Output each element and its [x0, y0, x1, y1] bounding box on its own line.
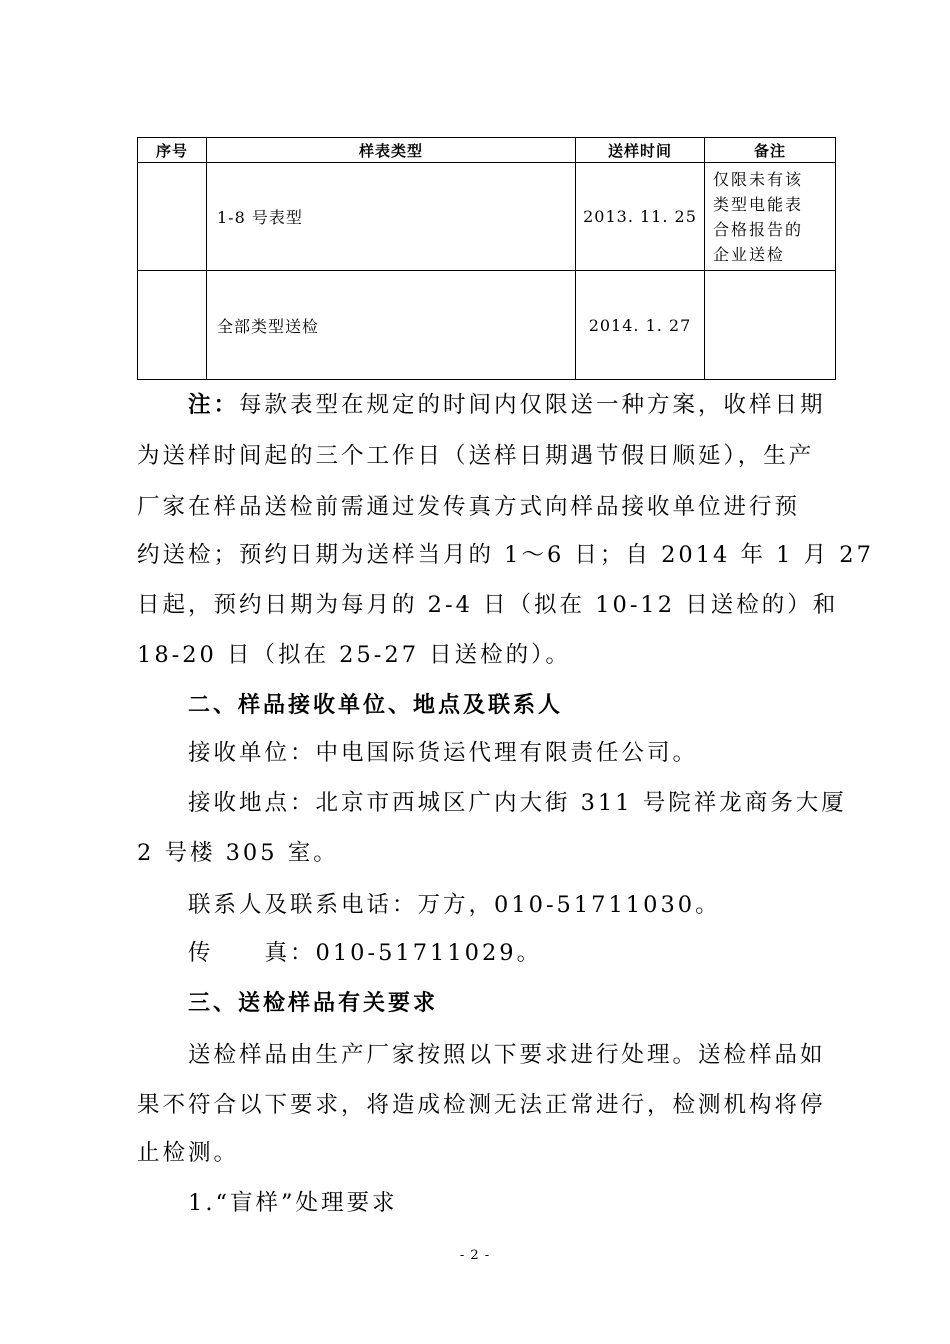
note-line: 18-20 日（拟在 25-27 日送检的）。	[137, 642, 571, 668]
cell-send-time: 2014. 1. 27	[576, 271, 705, 380]
receiving-address: 接收地点：北京市西城区广内大街 311 号院祥龙商务大厦	[188, 790, 847, 816]
note-line: 日起，预约日期为每月的 2-4 日（拟在 10-12 日送检的）和	[137, 592, 839, 618]
remark-line: 企业送检	[713, 244, 786, 264]
note-line: 约送检；预约日期为送样当月的 1～6 日；自 2014 年 1 月 27	[137, 542, 874, 568]
header-send-time: 送样时间	[576, 138, 705, 163]
paragraph-line: 止检测。	[137, 1140, 240, 1166]
cell-remarks	[705, 163, 836, 271]
cell-sample-type: 1-8 号表型	[207, 163, 576, 271]
header-remarks: 备注	[705, 138, 836, 163]
remark-line: 仅限未有该	[713, 169, 804, 189]
note-label: 注：	[188, 392, 240, 418]
note-line: 为送样时间起的三个工作日（送样日期遇节假日顺延），生产	[137, 443, 815, 469]
note-line: 厂家在样品送检前需通过发传真方式向样品接收单位进行预	[137, 494, 801, 520]
section-heading: 二、样品接收单位、地点及联系人	[188, 693, 564, 718]
fax-info	[188, 928, 888, 979]
list-item: 1.“盲样”处理要求	[188, 1190, 398, 1216]
remark-line: 合格报告的	[713, 219, 804, 239]
table-header-row	[138, 138, 836, 163]
fax-value: 010-51711029。	[315, 940, 543, 966]
header-serial: 序号	[138, 138, 207, 163]
receiving-unit: 接收单位：中电国际货运代理有限责任公司。	[188, 740, 699, 766]
contact-info: 联系人及联系电话：万方，010-51711030。	[188, 892, 721, 918]
remark-line: 类型电能表	[713, 194, 804, 214]
table-row	[138, 271, 836, 380]
header-sample-type: 样表类型	[207, 138, 576, 163]
receiving-address-cont: 2 号楼 305 室。	[137, 840, 339, 866]
paragraph-line: 送检样品由生产厂家按照以下要求进行处理。送检样品如	[188, 1042, 826, 1068]
note-line: 注：每款表型在规定的时间内仅限送一种方案，收样日期	[188, 392, 826, 418]
table-row	[138, 163, 836, 271]
page-number: - 2 -	[459, 1248, 491, 1263]
paragraph-line: 果不符合以下要求，将造成检测无法正常进行，检测机构将停	[137, 1092, 826, 1118]
cell-remarks	[705, 271, 836, 380]
fax-label: 传 真：	[188, 940, 316, 966]
cell-sample-type: 全部类型送检	[207, 271, 576, 380]
cell-serial	[138, 163, 207, 271]
section-heading: 三、送检样品有关要求	[188, 991, 439, 1016]
schedule-table	[137, 137, 836, 380]
cell-serial	[138, 271, 207, 380]
cell-send-time: 2013. 11. 25	[576, 163, 705, 271]
